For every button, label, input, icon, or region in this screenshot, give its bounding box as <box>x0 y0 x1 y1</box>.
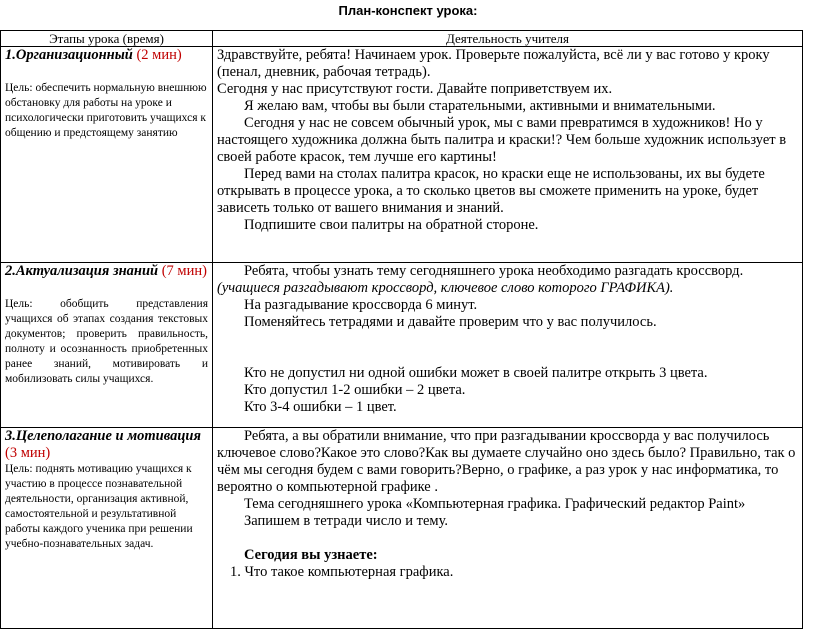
list-heading: Сегодия вы узнаете: <box>244 547 378 563</box>
stage-duration: (2 мин) <box>136 47 182 63</box>
stage-goal: Цель: обеспечить нормальную внешнюю обстановку для работы на уроке и психологически приготовить учащихся к общению и предстоящему занятию <box>5 82 207 139</box>
activity-paragraph: Сегодня у нас присутствуют гости. Давайте поприветствуем их. <box>217 81 613 97</box>
lesson-plan-table <box>0 30 803 629</box>
stage-name: 2.Актуализация знаний <box>5 263 159 279</box>
header-teacher-activity: Деятельность учителя <box>213 31 803 47</box>
document-title: План-конспект урока: <box>338 3 478 18</box>
table-row <box>1 263 803 428</box>
activity-intro: Ребята, чтобы узнать тему сегодняшнего урока необходимо разгадать кроссворд. <box>244 263 744 279</box>
activity-paragraph: Подпишите свои палитры на обратной стороне. <box>244 217 539 233</box>
activity-cell <box>213 428 803 629</box>
table-row <box>1 47 803 263</box>
activity-paragraph: Здравствуйте, ребята! Начинаем урок. Проверьте пожалуйста, всё ли у вас готово у кроку (пенал, дневник, рабочая тетрадь). <box>217 47 770 80</box>
activity-paragraph: Кто допустил 1-2 ошибки – 2 цвета. <box>244 382 466 398</box>
list-item: 1. Что такое компьютерная графика. <box>230 564 454 580</box>
stage-title <box>5 428 208 462</box>
stage-cell <box>1 263 213 428</box>
stage-goal: Цель: обобщить представления учащихся об этапах создания текстовых документов; проверить правильность, полноту и осознанность приобретенных ранее знаний, мотивировать и мобилизовать силы учащихся. <box>5 298 208 385</box>
stage-duration: (3 мин) <box>5 445 51 461</box>
activity-paragraph <box>217 263 798 297</box>
activity-paragraph: На разгадывание кроссворда 6 минут. <box>244 297 478 313</box>
activity-paragraph: Я желаю вам, чтобы вы были старательными, активными и внимательными. <box>244 98 716 114</box>
activity-paragraph: Кто 3-4 ошибки – 1 цвет. <box>244 399 397 415</box>
stage-cell <box>1 47 213 263</box>
activity-cell <box>213 47 803 263</box>
activity-cell <box>213 263 803 428</box>
table-header-row <box>1 31 803 47</box>
activity-paragraph: Ребята, а вы обратили внимание, что при разгадывании кроссворда у вас получилось ключевое слово?Какое это слово?Как вы думаете случайно оно здесь было? Правильно, так о чём мы сегодня будем с вами говорить?Верно, о графике, а раз урок у нас информатика, то вероятно о компьютерной графике . <box>217 428 796 495</box>
activity-note: (учащиеся разгадывают кроссворд, ключевое слово которого ГРАФИКА). <box>217 280 674 296</box>
stage-goal: Цель: поднять мотивацию учащихся к участию в процессе познавательной деятельности, организация активной, самостоятельной и результативной работы каждого ученика при решении учебно-познавательных задач. <box>5 463 193 550</box>
activity-paragraph: Кто не допустил ни одной ошибки может в своей палитре открыть 3 цвета. <box>244 365 708 381</box>
stage-title <box>5 47 208 64</box>
activity-paragraph: Перед вами на столах палитра красок, но краски еще не использованы, их вы будете открывать в процессе урока, а то сколько цветов вы сможете применить на уроке, будет зависеть только от вашего внимания и знаний. <box>217 166 765 216</box>
header-stages: Этапы урока (время) <box>1 31 213 47</box>
activity-paragraph: Запишем в тетради число и тему. <box>244 513 448 529</box>
stage-duration: (7 мин) <box>161 263 207 279</box>
stage-cell <box>1 428 213 629</box>
activity-paragraph: Сегодня у нас не совсем обычный урок, мы с вами превратимся в художников! Но у настоящего художника должна быть палитра и краски!? Чем больше художник использует в своей работе красок, тем лучше его картины! <box>217 115 787 165</box>
activity-paragraph: Поменяйтесь тетрадями и давайте проверим что у вас получилось. <box>244 314 657 330</box>
stage-title <box>5 263 208 280</box>
stage-name: 1.Организационный <box>5 47 133 63</box>
stage-name: 3.Целеполагание и мотивация <box>5 428 201 444</box>
table-row <box>1 428 803 629</box>
activity-paragraph: Тема сегодняшнего урока «Компьютерная графика. Графический редактор Paint» <box>244 496 746 512</box>
